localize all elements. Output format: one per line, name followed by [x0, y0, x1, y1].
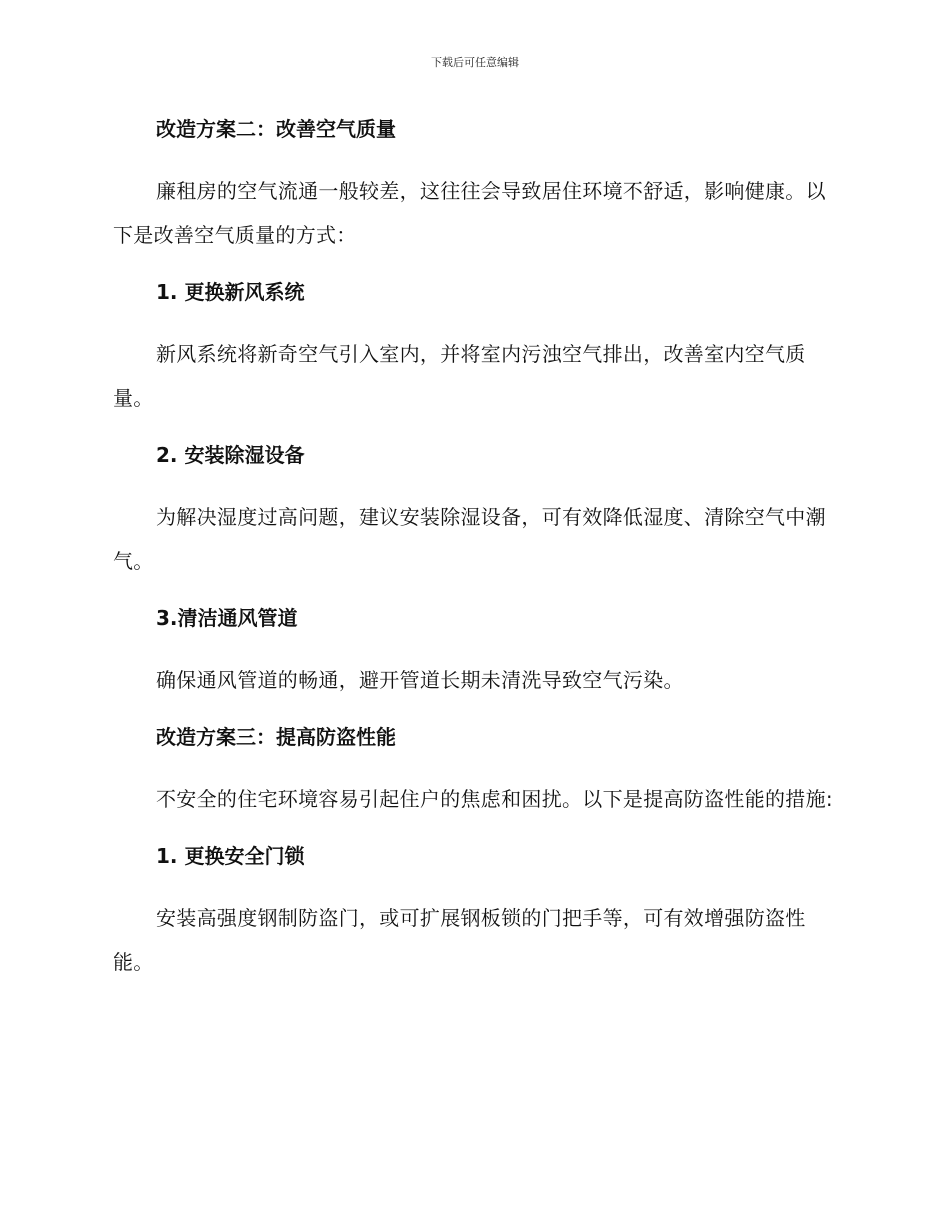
subheading-door-lock: 1. 更换安全门锁: [156, 844, 305, 868]
paragraph-intro-air: 廉租房的空气流通一般较差，这往往会导致居住环境不舒适，影响健康。以下是改善空气质量的方式：: [113, 179, 826, 247]
document-body: [113, 113, 833, 984]
subheading-clean-ducts: 3.清洁通风管道: [156, 606, 298, 630]
paragraph-clean-ducts: 确保通风管道的畅通，避开管道长期未清洗导致空气污染。: [156, 668, 684, 692]
paragraph-dehumidifier: 为解决湿度过高问题，建议安装除湿设备，可有效降低湿度、清除空气中潮气。: [113, 505, 826, 573]
page-header: 下载后可任意编辑: [431, 56, 519, 69]
section-heading-plan-two: 改造方案二：改善空气质量: [156, 117, 396, 141]
paragraph-door-lock: 安装高强度钢制防盗门，或可扩展钢板锁的门把手等，可有效增强防盗性能。: [113, 906, 806, 974]
section-heading-plan-three: 改造方案三：提高防盗性能: [156, 725, 396, 749]
subheading-fresh-air-system: 1. 更换新风系统: [156, 280, 305, 304]
paragraph-intro-security: 不安全的住宅环境容易引起住户的焦虑和困扰。以下是提高防盗性能的措施:: [156, 787, 833, 811]
paragraph-fresh-air-system: 新风系统将新奇空气引入室内，并将室内污浊空气排出，改善室内空气质量。: [113, 342, 806, 410]
subheading-dehumidifier: 2. 安装除湿设备: [156, 443, 305, 467]
